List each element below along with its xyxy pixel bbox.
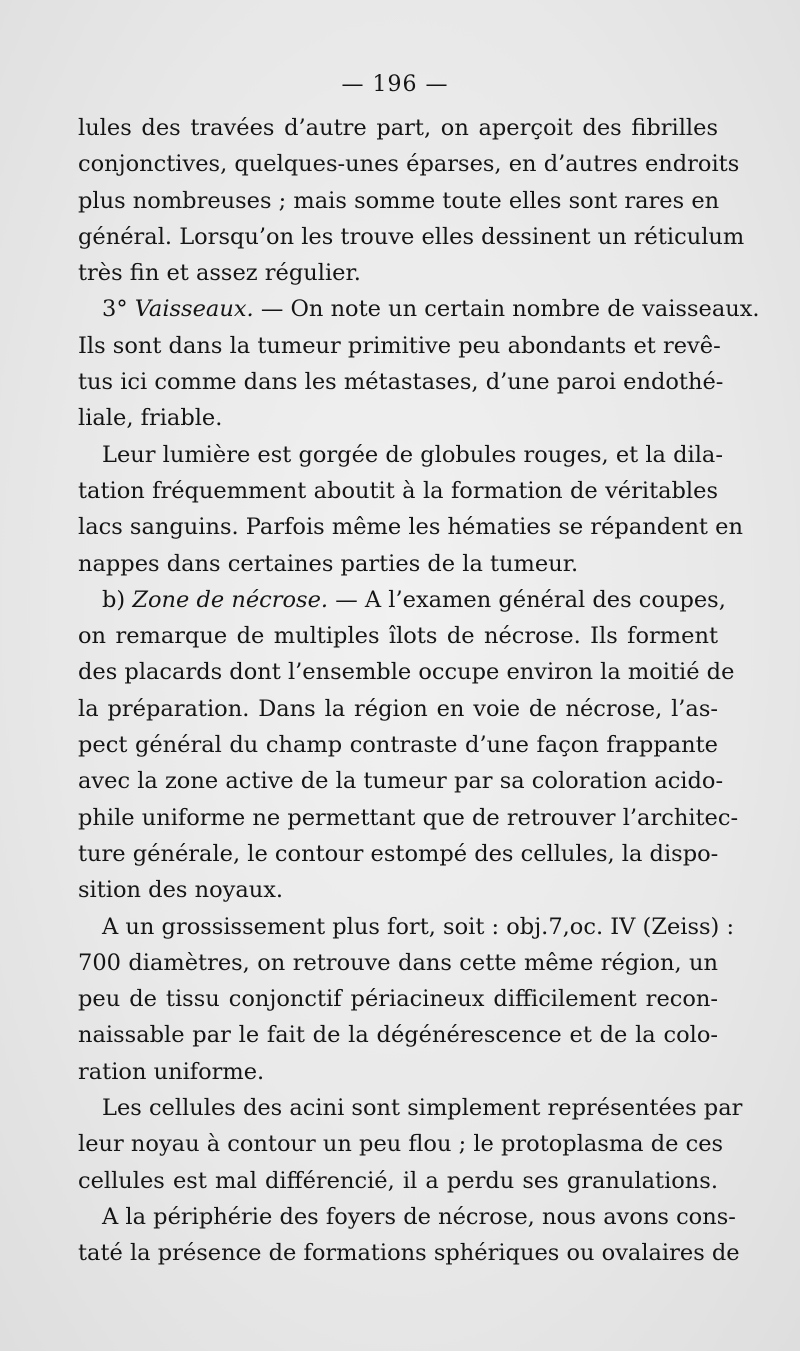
text-line: peu de tissu conjonctif périacineux difficilement recon-: [78, 986, 718, 1013]
text-line: sition des noyaux.: [78, 877, 284, 904]
text-line: leur noyau à contour un peu flou ; le protoplasma de ces: [78, 1131, 724, 1158]
section-label: Zone de nécrose.: [132, 586, 329, 613]
text-line: ration uniforme.: [78, 1058, 265, 1085]
text-line: taté la présence de formations sphériques ou ovalaires de: [78, 1240, 740, 1267]
section-heading-vaisseaux: 3° Vaisseaux. — On note un certain nombre de vaisseaux.: [102, 296, 760, 323]
text-line: pect général du champ contraste d’une façon frappante: [78, 732, 718, 759]
text-line: Les cellules des acini sont simplement représentées par: [102, 1095, 743, 1122]
text-line: des placards dont l’ensemble occupe environ la moitié de: [78, 659, 735, 686]
text-line: très fin et assez régulier.: [78, 260, 361, 287]
text-line: conjonctives, quelques-unes éparses, en d’autres endroits: [78, 151, 740, 178]
text-line: tation fréquemment aboutit à la formation de véritables: [78, 477, 718, 504]
text-line: la préparation. Dans la région en voie de nécrose, l’as-: [78, 695, 718, 722]
text-line: A un grossissement plus fort, soit : obj.7,oc. IV (Zeiss) :: [102, 913, 735, 940]
text-line: plus nombreuses ; mais somme toute elles sont rares en: [78, 187, 720, 214]
text-line: lules des travées d’autre part, on aperçoit des fibrilles: [78, 115, 718, 141]
text-line: naissable par le fait de la dégénérescence et de la colo-: [78, 1022, 718, 1049]
body-text: [78, 110, 760, 1272]
text-line: on remarque de multiples îlots de nécrose. Ils forment: [78, 623, 718, 650]
text-line: ture générale, le contour estompé des cellules, la dispo-: [78, 840, 719, 867]
section-label: Vaisseaux.: [134, 296, 254, 323]
text-line: cellules est mal différencié, il a perdu ses granulations.: [78, 1167, 718, 1194]
text-line: liale, friable.: [78, 405, 223, 432]
text-line: Ils sont dans la tumeur primitive peu abondants et revê-: [78, 332, 721, 359]
text-line: tus ici comme dans les métastases, d’une paroi endothé-: [78, 369, 724, 396]
text-line: A la périphérie des foyers de nécrose, nous avons cons-: [102, 1203, 736, 1230]
text-line: avec la zone active de la tumeur par sa coloration acido-: [78, 768, 724, 795]
text-line: nappes dans certaines parties de la tumeur.: [78, 550, 579, 577]
page-number: — 196 —: [341, 72, 449, 97]
text-line: lacs sanguins. Parfois même les hématies se répandent en: [78, 514, 743, 541]
text-line: Leur lumière est gorgée de globules rouges, et la dila-: [102, 441, 723, 468]
text-line: général. Lorsqu’on les trouve elles dessinent un réticulum: [78, 223, 745, 250]
text-line: 700 diamètres, on retrouve dans cette même région, un: [78, 949, 718, 976]
text-line: phile uniforme ne permettant que de retrouver l’architec-: [78, 804, 739, 831]
section-heading-zone-de-necrose: b) Zone de nécrose. — A l’examen général des coupes,: [102, 586, 726, 613]
